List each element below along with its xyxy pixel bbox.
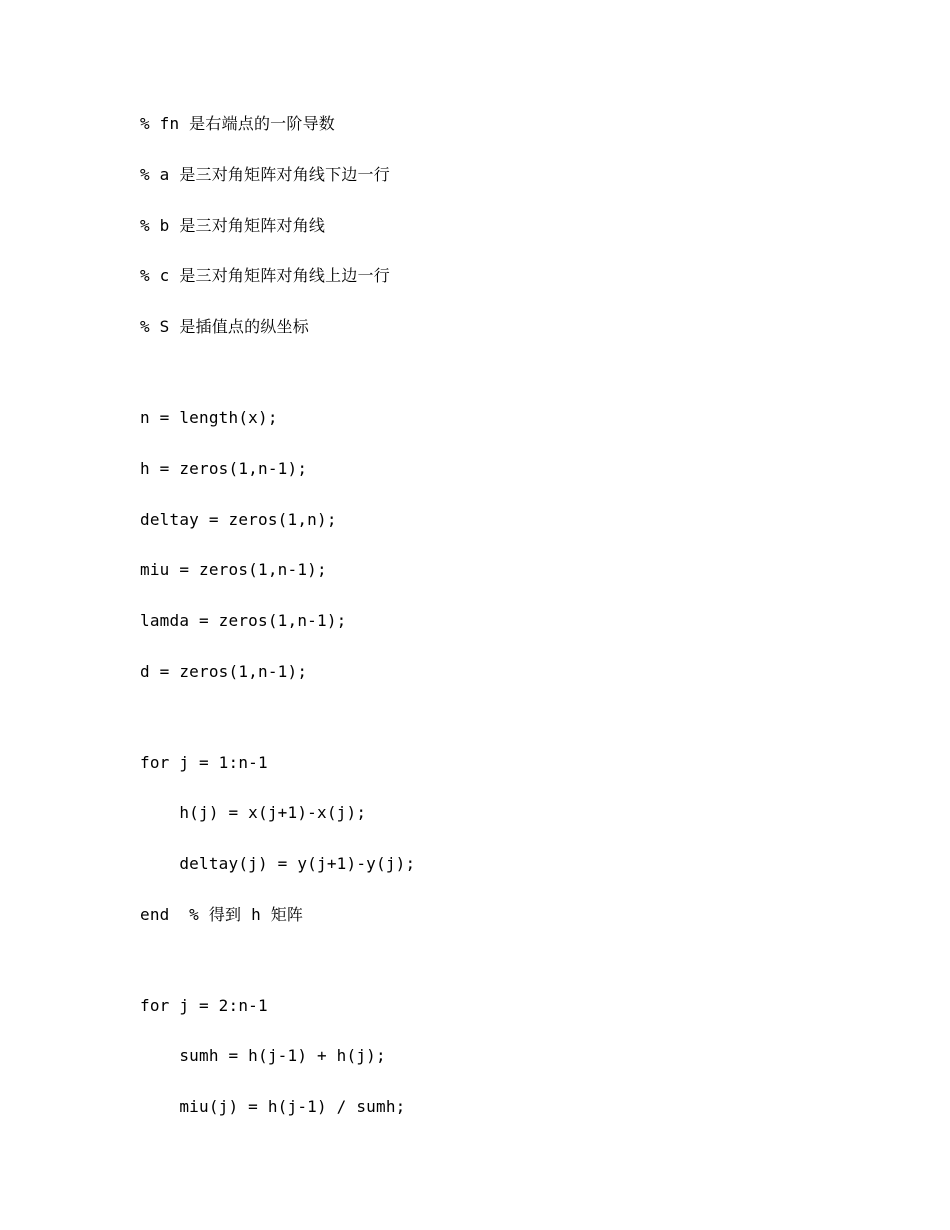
code-line-deltay: deltay = zeros(1,n);	[140, 510, 337, 529]
code-line-lamda: lamda = zeros(1,n-1);	[140, 611, 347, 630]
code-line-sumh: sumh = h(j-1) + h(j);	[140, 1046, 386, 1065]
code-line-for-2: for j = 2:n-1	[140, 996, 268, 1015]
comment-line-b: % b 是三对角矩阵对角线	[140, 216, 326, 235]
comment-line-fn: % fn 是右端点的一阶导数	[140, 114, 335, 133]
code-line-d: d = zeros(1,n-1);	[140, 662, 308, 681]
code-line-n: n = length(x);	[140, 408, 278, 427]
comment-line-a: % a 是三对角矩阵对角线下边一行	[140, 165, 390, 184]
code-line-h: h = zeros(1,n-1);	[140, 459, 308, 478]
code-line-deltay-assign: deltay(j) = y(j+1)-y(j);	[140, 854, 416, 873]
code-line-h-assign: h(j) = x(j+1)-x(j);	[140, 803, 367, 822]
code-line-for-1: for j = 1:n-1	[140, 753, 268, 772]
code-line-end: end % 得到 h 矩阵	[140, 905, 304, 924]
comment-line-c: % c 是三对角矩阵对角线上边一行	[140, 266, 390, 285]
code-line-miu-assign: miu(j) = h(j-1) / sumh;	[140, 1097, 406, 1116]
code-line-miu: miu = zeros(1,n-1);	[140, 560, 327, 579]
comment-line-s: % S 是插值点的纵坐标	[140, 317, 309, 336]
